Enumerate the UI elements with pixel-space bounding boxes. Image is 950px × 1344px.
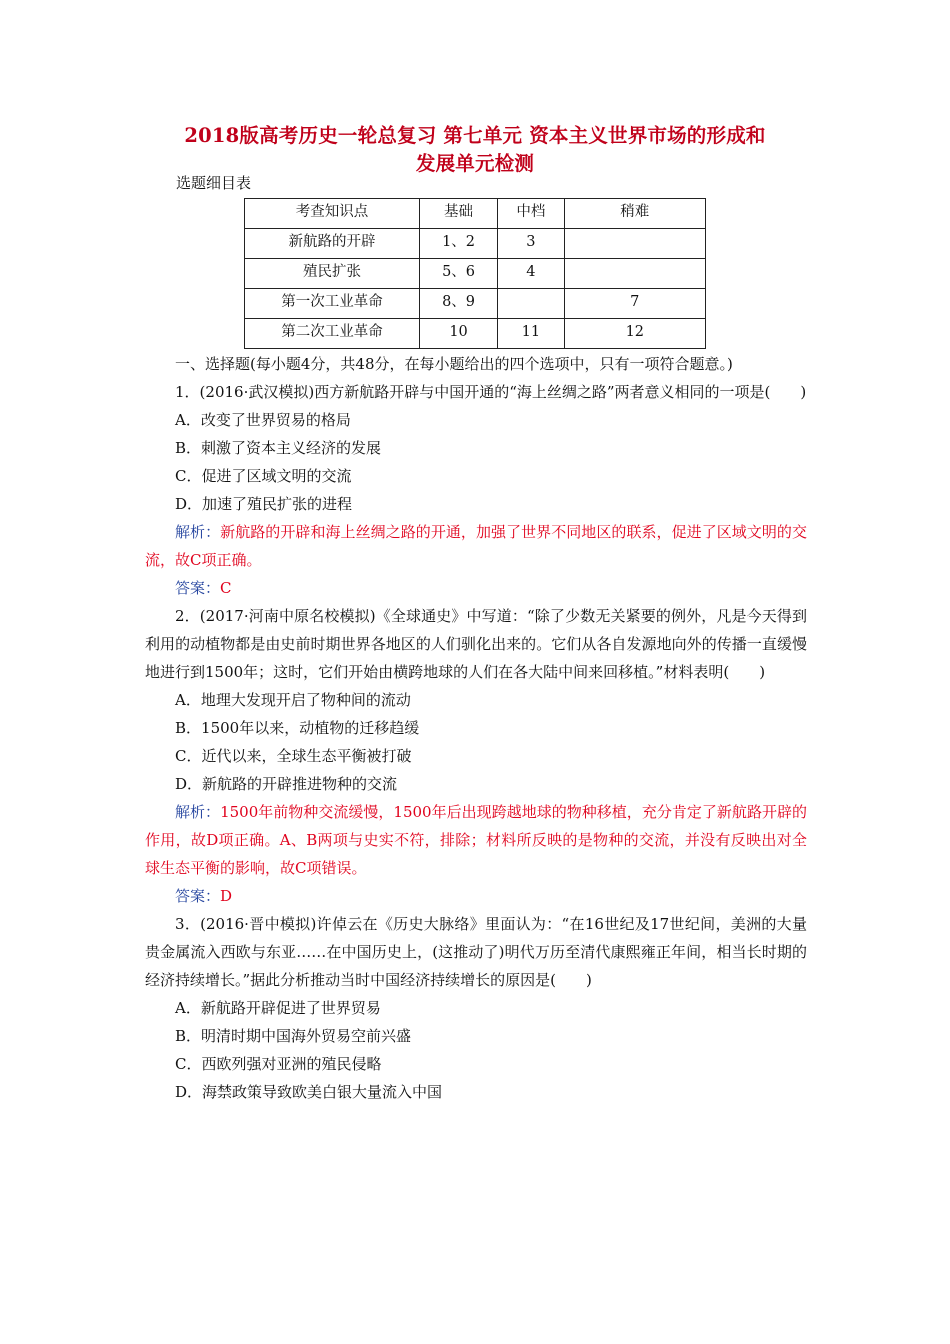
- title-line-1: 2018版高考历史一轮总复习 第七单元 资本主义世界市场的形成和: [184, 124, 766, 147]
- table-cell: 1、2: [419, 229, 497, 259]
- table-cell: 殖民扩张: [245, 259, 420, 289]
- table-row: [245, 229, 706, 259]
- table-cell: 5、6: [419, 259, 497, 289]
- option: A．新航路开辟促进了世界贸易: [175, 999, 381, 1017]
- answer-label: 答案：: [175, 887, 221, 905]
- table-header: 稍难: [564, 199, 705, 229]
- question-stem: 3．(2016·晋中模拟)许倬云在《历史大脉络》里面认为：“在16世纪及17世纪间，美洲的大量贵金属流入西欧与东亚……在中国历史上，(这推动了)明代万历至清代康熙雍正年间，相当长时期的经济持续增长。”据此分析推动当时中国经济持续增长的原因是( ): [145, 915, 807, 989]
- option: D．加速了殖民扩张的进程: [175, 495, 353, 513]
- table-row: [245, 259, 706, 289]
- table-row: [245, 289, 706, 319]
- option: A．改变了世界贸易的格局: [175, 411, 351, 429]
- option: B．刺激了资本主义经济的发展: [175, 439, 382, 457]
- answer-value: D: [220, 887, 233, 905]
- answer: [145, 574, 807, 602]
- topic-table: [244, 198, 706, 349]
- table-cell: 4: [498, 259, 564, 289]
- question-body: [145, 350, 807, 1106]
- analysis-text: 新航路的开辟和海上丝绸之路的开通，加强了世界不同地区的联系，促进了区域文明的交流，故C项正确。: [145, 523, 807, 569]
- option: C．近代以来，全球生态平衡被打破: [175, 747, 412, 765]
- answer: [145, 882, 807, 910]
- answer-label: 答案：: [175, 579, 221, 597]
- table-cell: 3: [498, 229, 564, 259]
- table-cell: [498, 289, 564, 319]
- table-cell: 7: [564, 289, 705, 319]
- table-row: [245, 319, 706, 349]
- answer-value: C: [220, 579, 232, 597]
- analysis: [145, 518, 807, 574]
- section-heading: 一、选择题(每小题4分，共48分，在每小题给出的四个选项中，只有一项符合题意。): [175, 355, 733, 373]
- option: C．促进了区域文明的交流: [175, 467, 352, 485]
- table-header: 中档: [498, 199, 564, 229]
- option: B．明清时期中国海外贸易空前兴盛: [175, 1027, 412, 1045]
- table-cell: [564, 259, 705, 289]
- table-cell: 8、9: [419, 289, 497, 319]
- table-cell: [564, 229, 705, 259]
- table-cell: 第一次工业革命: [245, 289, 420, 319]
- question-stem: 1．(2016·武汉模拟)西方新航路开辟与中国开通的“海上丝绸之路”两者意义相同的一项是( ): [175, 383, 807, 401]
- table-header-row: [245, 199, 706, 229]
- table-cell: 10: [419, 319, 497, 349]
- option: D．海禁政策导致欧美白银大量流入中国: [175, 1083, 443, 1101]
- option: B．1500年以来，动植物的迁移趋缓: [175, 719, 420, 737]
- option: C．西欧列强对亚洲的殖民侵略: [175, 1055, 382, 1073]
- table-cell: 第二次工业革命: [245, 319, 420, 349]
- analysis-label: 解析：: [175, 523, 221, 541]
- table-cell: 11: [498, 319, 564, 349]
- table-header: 考查知识点: [245, 199, 420, 229]
- table-cell: 新航路的开辟: [245, 229, 420, 259]
- analysis-text: 1500年前物种交流缓慢，1500年后出现跨越地球的物种移植，充分肯定了新航路开辟的作用，故D项正确。A、B两项与史实不符，排除；材料所反映的是物种的交流，并没有反映出对全球生态平衡的影响，故C项错误。: [145, 803, 807, 877]
- document-title: [120, 122, 830, 178]
- analysis: [145, 798, 807, 882]
- option: A．地理大发现开启了物种间的流动: [175, 691, 411, 709]
- question-stem: 2．(2017·河南中原名校模拟)《全球通史》中写道：“除了少数无关紧要的例外，凡是今天得到利用的动植物都是由史前时期世界各地区的人们驯化出来的。它们从各自发源地向外的传播一直缓慢地进行到1500年；这时，它们开始由横跨地球的人们在各大陆中间来回移植。”材料表明( ): [145, 607, 807, 681]
- analysis-label: 解析：: [175, 803, 221, 821]
- option: D．新航路的开辟推进物种的交流: [175, 775, 398, 793]
- title-line-2: 发展单元检测: [415, 152, 535, 175]
- table-cell: 12: [564, 319, 705, 349]
- table-caption: 选题细目表: [176, 174, 252, 192]
- table-header: 基础: [419, 199, 497, 229]
